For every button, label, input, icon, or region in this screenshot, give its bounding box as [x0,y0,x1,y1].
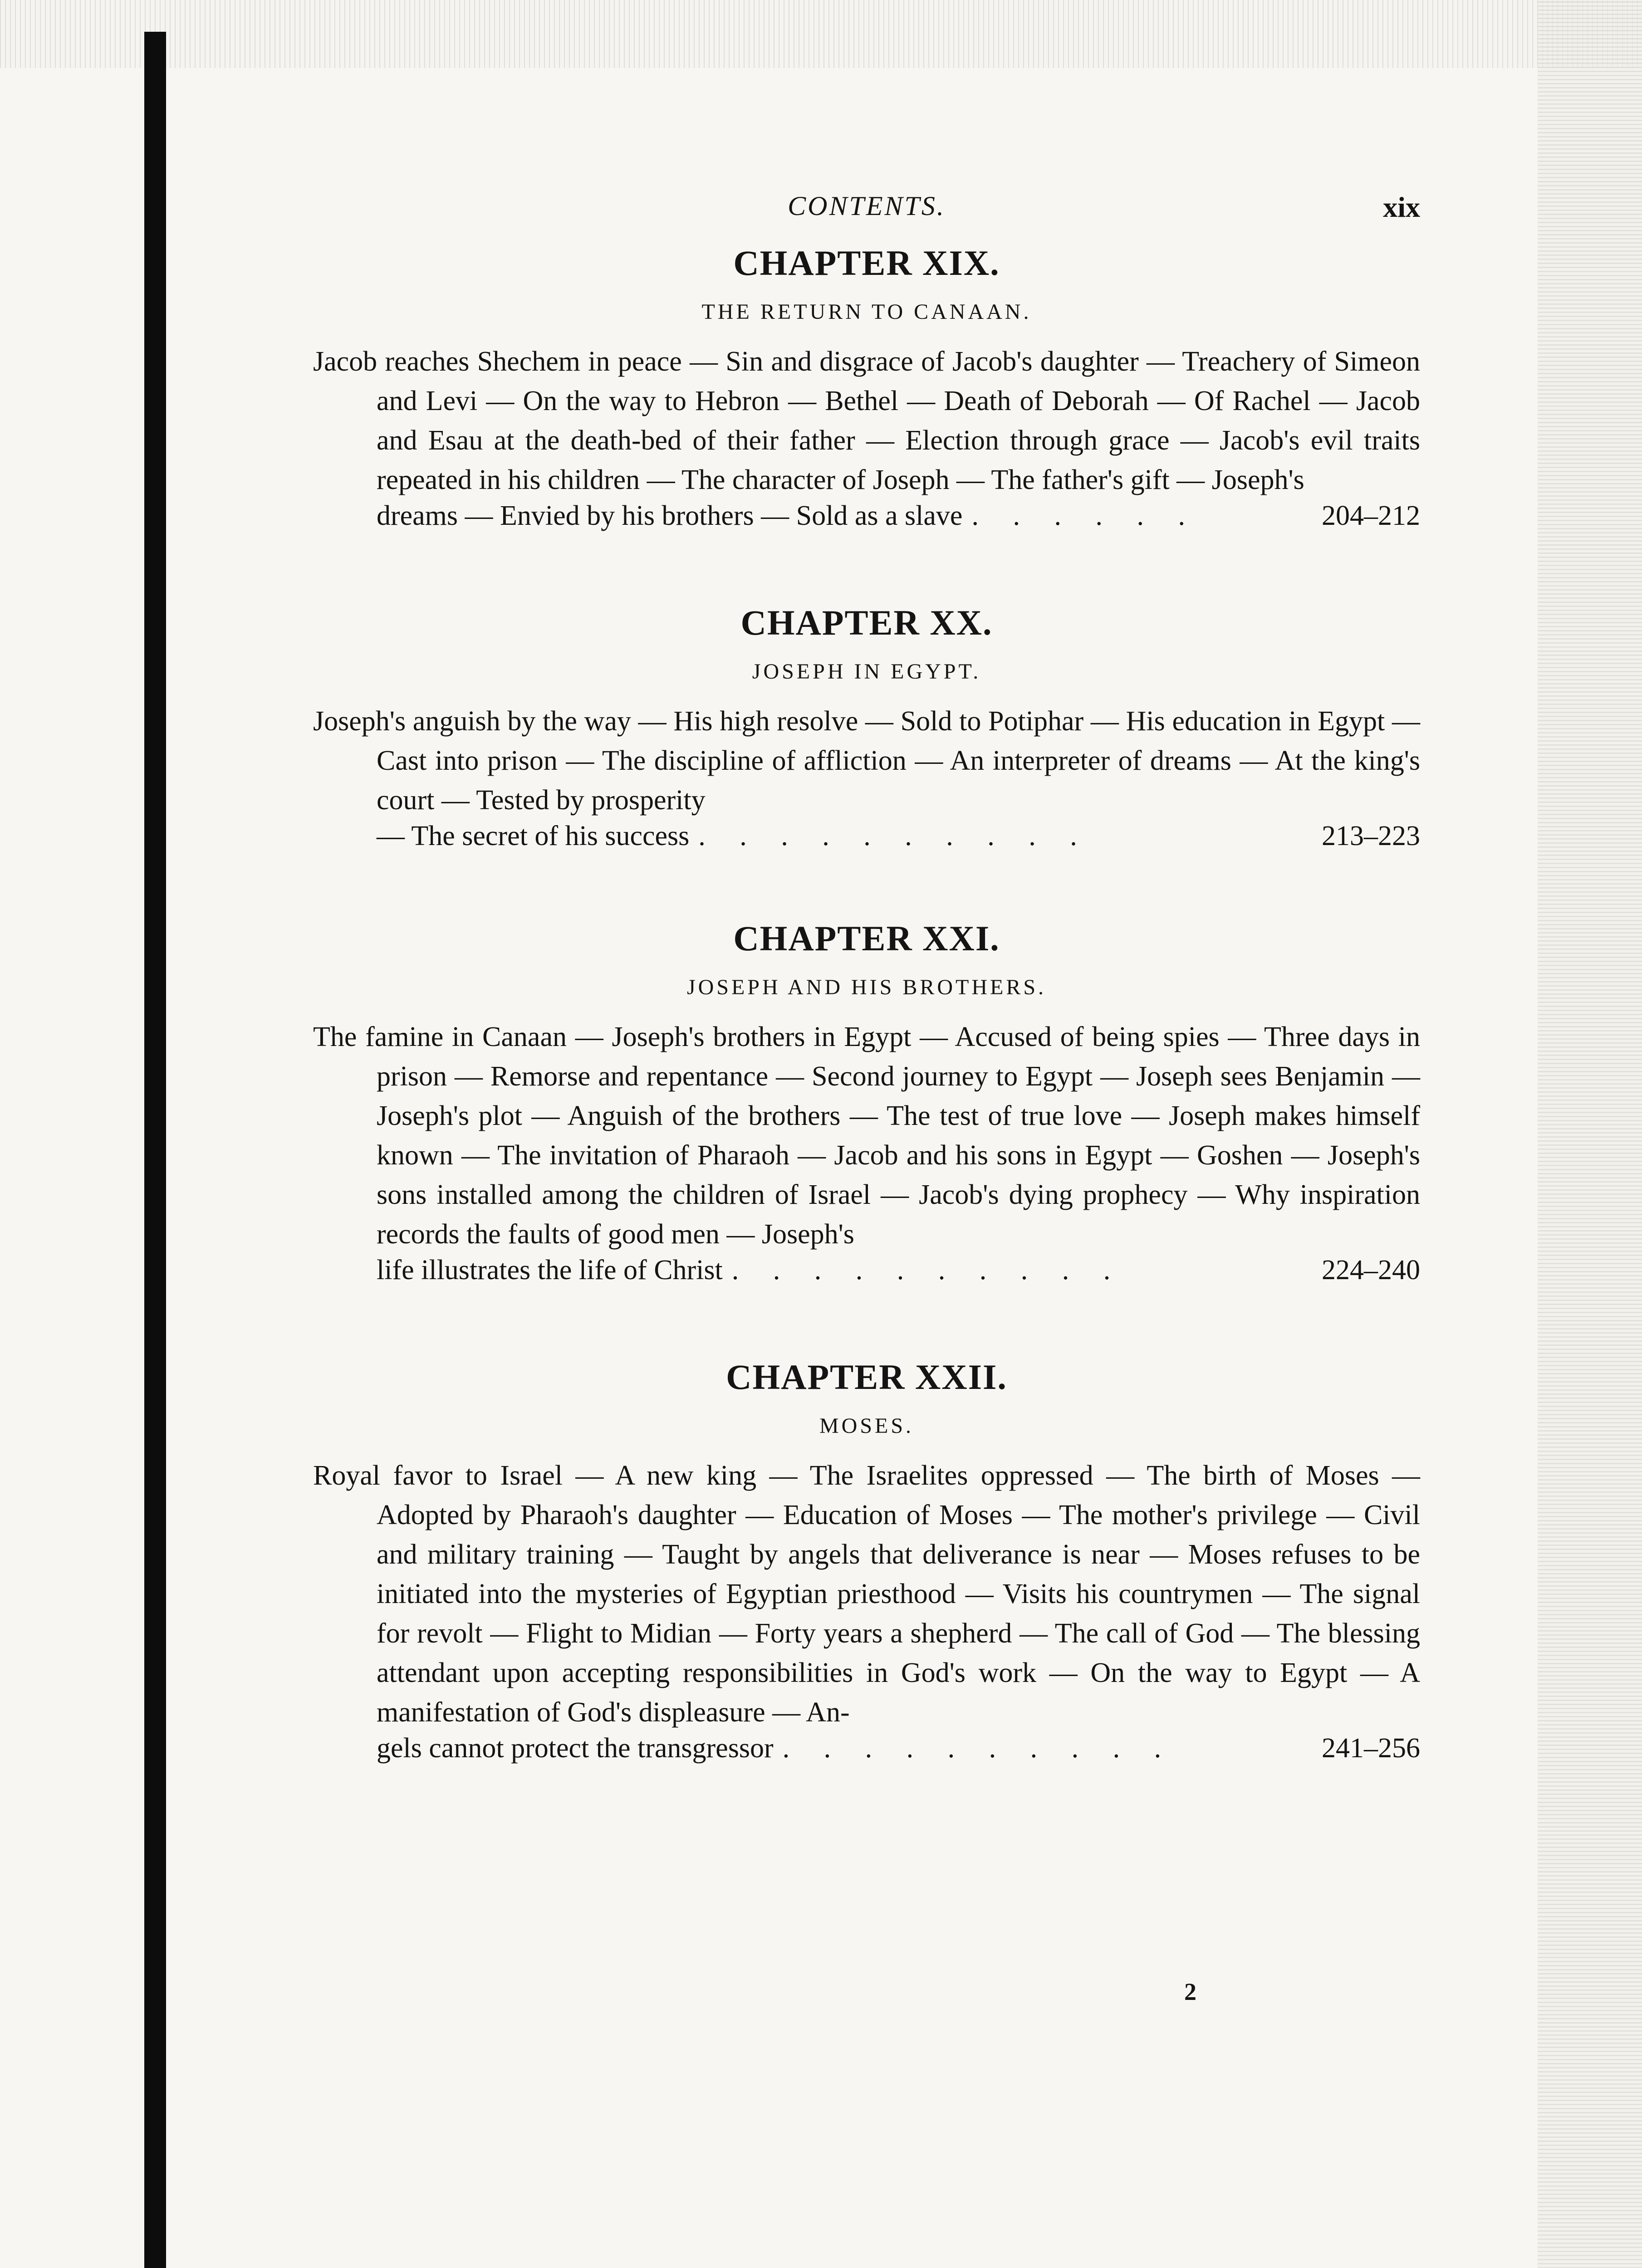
summary-last-text: — The secret of his success [377,821,690,851]
scan-noise-right [1538,0,1642,2268]
chapter-heading: CHAPTER XX. [740,603,993,642]
chapter-title: JOSEPH IN EGYPT. [752,660,981,684]
signature-mark: 2 [1184,1978,1196,2005]
chapter-title: MOSES. [819,1414,914,1438]
dot-leader: . . . . . . . . . . [698,821,1091,851]
summary-text: Jacob reaches Shechem in peace — Sin and disgrace of Jacob's daughter — Treachery of Simeon and Levi — On the way to Hebron — Bethel — Death of Deborah — Of Rachel — Jacob and Esau at the death-bed of their father — Election through grace — Jacob's evil traits repeated in his children — The character of Joseph — The father's gift — Joseph's [313,346,1420,495]
chapter-summary [313,342,1420,500]
chapter-summary [313,1017,1420,1254]
chapter-title: THE RETURN TO CANAAN. [701,300,1032,324]
chapter-heading: CHAPTER XIX. [733,243,1000,283]
chapter-summary [313,1456,1420,1732]
scan-noise-top [0,0,1642,68]
chapter-summary [313,702,1420,820]
dot-leader: . . . . . . . . . . [731,1255,1124,1286]
summary-text: The famine in Canaan — Joseph's brothers in Egypt — Accused of being spies — Three days in prison — Remorse and repentance — Second journey to Egypt — Joseph sees Benjamin — Joseph's plot — Anguish of the brothers — The test of true love — Joseph makes himself known — The invitation of Pharaoh — Jacob and his sons in Egypt — Goshen — Joseph's sons installed among the children of Israel — Jacob's dying prophecy — Why inspiration records the faults of good men — Joseph's [313,1022,1420,1250]
dot-leader: . . . . . . [971,500,1199,531]
chapter-entry-xxii [313,1354,1420,1765]
running-title: CONTENTS. [788,191,946,221]
summary-last-line [313,500,1420,532]
chapter-entry-xx [313,600,1420,852]
running-header [313,191,1420,240]
summary-text: Joseph's anguish by the way — His high resolve — Sold to Potiphar — His education in Egypt — Cast into prison — The discipline of affliction — An interpreter of dreams — At the king's court — Tested by prosperity [313,706,1420,816]
chapter-heading: CHAPTER XXII. [726,1357,1007,1397]
summary-last-text: life illustrates the life of Christ [377,1255,723,1286]
binding-shadow [144,32,166,2268]
page-range: 241–256 [1322,1733,1420,1764]
summary-last-line [313,1254,1420,1286]
chapter-entry-xxi [313,916,1420,1286]
chapter-title: JOSEPH AND HIS BROTHERS. [686,975,1047,999]
summary-last-line [313,820,1420,852]
page-range: 204–212 [1322,500,1420,531]
dot-leader: . . . . . . . . . . [782,1733,1175,1764]
page-number: xix [1383,191,1420,223]
page-range: 213–223 [1322,821,1420,851]
summary-text: Royal favor to Israel — A new king — The Israelites oppressed — The birth of Moses — Adopted by Pharaoh's daughter — Education of Moses — The mother's privilege — Civil and military training — Taught by angels that deliverance is near — Moses refuses to be initiated into the mysteries of Egyptian priesthood — Visits his countrymen — The signal for revolt — Flight to Midian — Forty years a shepherd — The call of God — The blessing attendant upon accepting responsibilities in God's work — On the way to Egypt — A manifestation of God's displeasure — An- [313,1460,1420,1728]
chapter-entry-xix [313,240,1420,532]
summary-last-text: dreams — Envied by his brothers — Sold as a slave [377,500,963,531]
summary-last-text: gels cannot protect the transgressor [377,1733,774,1764]
chapter-heading: CHAPTER XXI. [733,919,1000,958]
page-range: 224–240 [1322,1255,1420,1286]
summary-last-line [313,1732,1420,1765]
contents-page [313,191,1420,1765]
